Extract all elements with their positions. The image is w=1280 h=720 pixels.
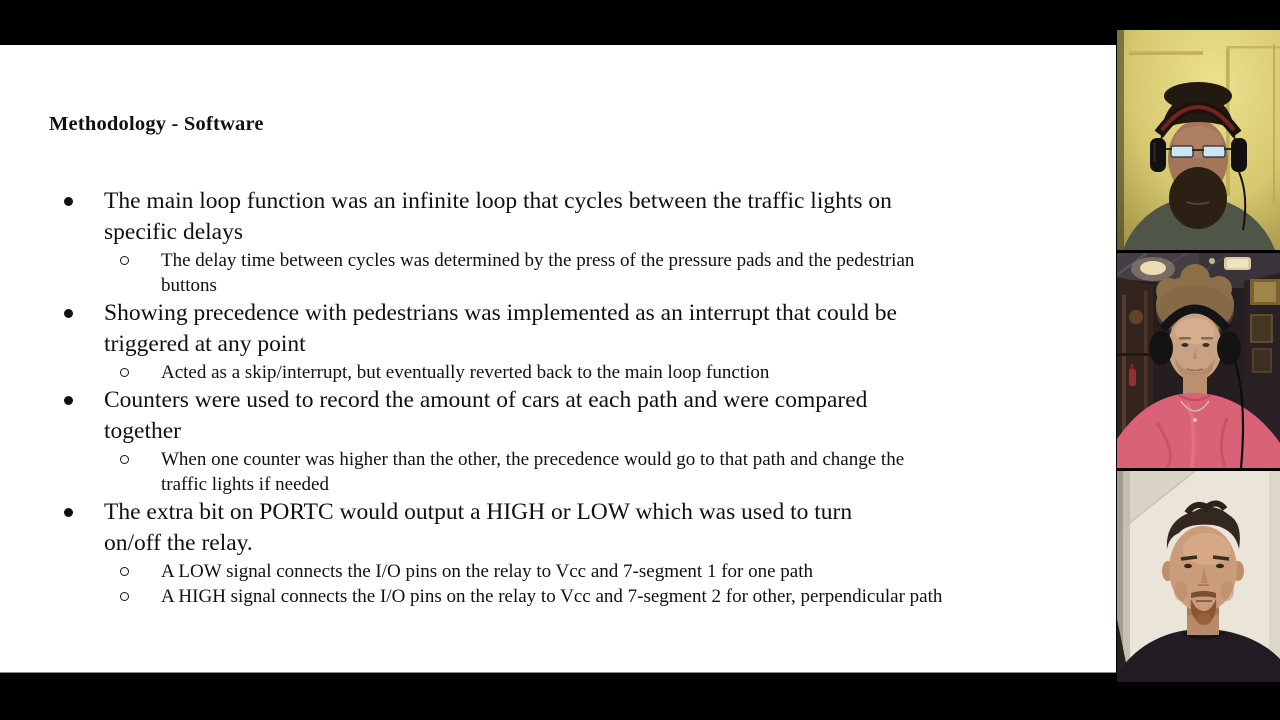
participant-3-video bbox=[1117, 471, 1280, 682]
sub-bullet-item bbox=[0, 248, 1090, 298]
bullet-text: The extra bit on PORTC would output a HIGH or LOW which was used to turn on/off the relay. bbox=[104, 499, 853, 556]
webcam-feed-2 bbox=[1117, 253, 1280, 468]
bullet-marker bbox=[120, 256, 129, 265]
participant-1-beard bbox=[1169, 167, 1227, 229]
lit-doorway bbox=[1254, 282, 1276, 302]
glasses-left-lens bbox=[1171, 146, 1193, 157]
webcam-feed-1 bbox=[1117, 30, 1280, 250]
bullet-text: Showing precedence with pedestrians was implemented as an interrupt that could be triggered at any point bbox=[104, 300, 897, 357]
webcam-feed-3 bbox=[1117, 471, 1280, 682]
bullet-item bbox=[0, 298, 1090, 360]
sub-bullet-item bbox=[0, 584, 1090, 609]
bullet-text: Acted as a skip/interrupt, but eventually reverted back to the main loop function bbox=[161, 362, 770, 383]
sub-bullet-item bbox=[0, 447, 1090, 497]
bullet-marker bbox=[120, 567, 129, 576]
bullet-marker bbox=[64, 508, 73, 517]
bullet-list bbox=[0, 186, 1090, 609]
bullet-marker bbox=[120, 592, 129, 601]
bullet-text: A HIGH signal connects the I/O pins on the relay to Vcc and 7-segment 2 for other, perpendicular path bbox=[161, 586, 943, 607]
picture-frame bbox=[1251, 315, 1272, 342]
bullet-marker bbox=[120, 368, 129, 377]
bullet-text: Counters were used to record the amount of cars at each path and were compared together bbox=[104, 387, 868, 444]
bullet-marker bbox=[64, 197, 73, 206]
bullet-item bbox=[0, 186, 1090, 248]
fire-extinguisher bbox=[1129, 369, 1136, 386]
ceiling-light bbox=[1140, 261, 1166, 275]
bullet-text: The main loop function was an infinite loop that cycles between the traffic lights on specific delays bbox=[104, 188, 892, 245]
presentation-slide bbox=[0, 45, 1116, 673]
bullet-marker bbox=[120, 455, 129, 464]
participant-2-video bbox=[1117, 253, 1280, 468]
headphone-left-cup bbox=[1149, 331, 1173, 365]
bullet-text: The delay time between cycles was determined by the press of the pressure pads and the pedestrian buttons bbox=[161, 250, 915, 296]
sub-bullet-item bbox=[0, 360, 1090, 385]
participant-1-video bbox=[1117, 30, 1280, 250]
bullet-marker bbox=[64, 309, 73, 318]
bullet-item bbox=[0, 385, 1090, 447]
headphone-left-cup bbox=[1150, 138, 1166, 172]
bullet-text: When one counter was higher than the other, the precedence would go to that path and change the traffic lights if needed bbox=[161, 449, 905, 495]
glasses-right-lens bbox=[1203, 146, 1225, 157]
bullet-text: A LOW signal connects the I/O pins on the relay to Vcc and 7-segment 1 for one path bbox=[161, 561, 813, 582]
headphone-right-cup bbox=[1231, 138, 1247, 172]
bullet-marker bbox=[64, 396, 73, 405]
headphone-right-cup bbox=[1217, 331, 1241, 365]
picture-frame-2 bbox=[1253, 349, 1271, 372]
ceiling-light-2 bbox=[1227, 259, 1248, 268]
sub-bullet-item bbox=[0, 559, 1090, 584]
bullet-item bbox=[0, 497, 1090, 559]
slide-title: Methodology - Software bbox=[49, 113, 264, 135]
